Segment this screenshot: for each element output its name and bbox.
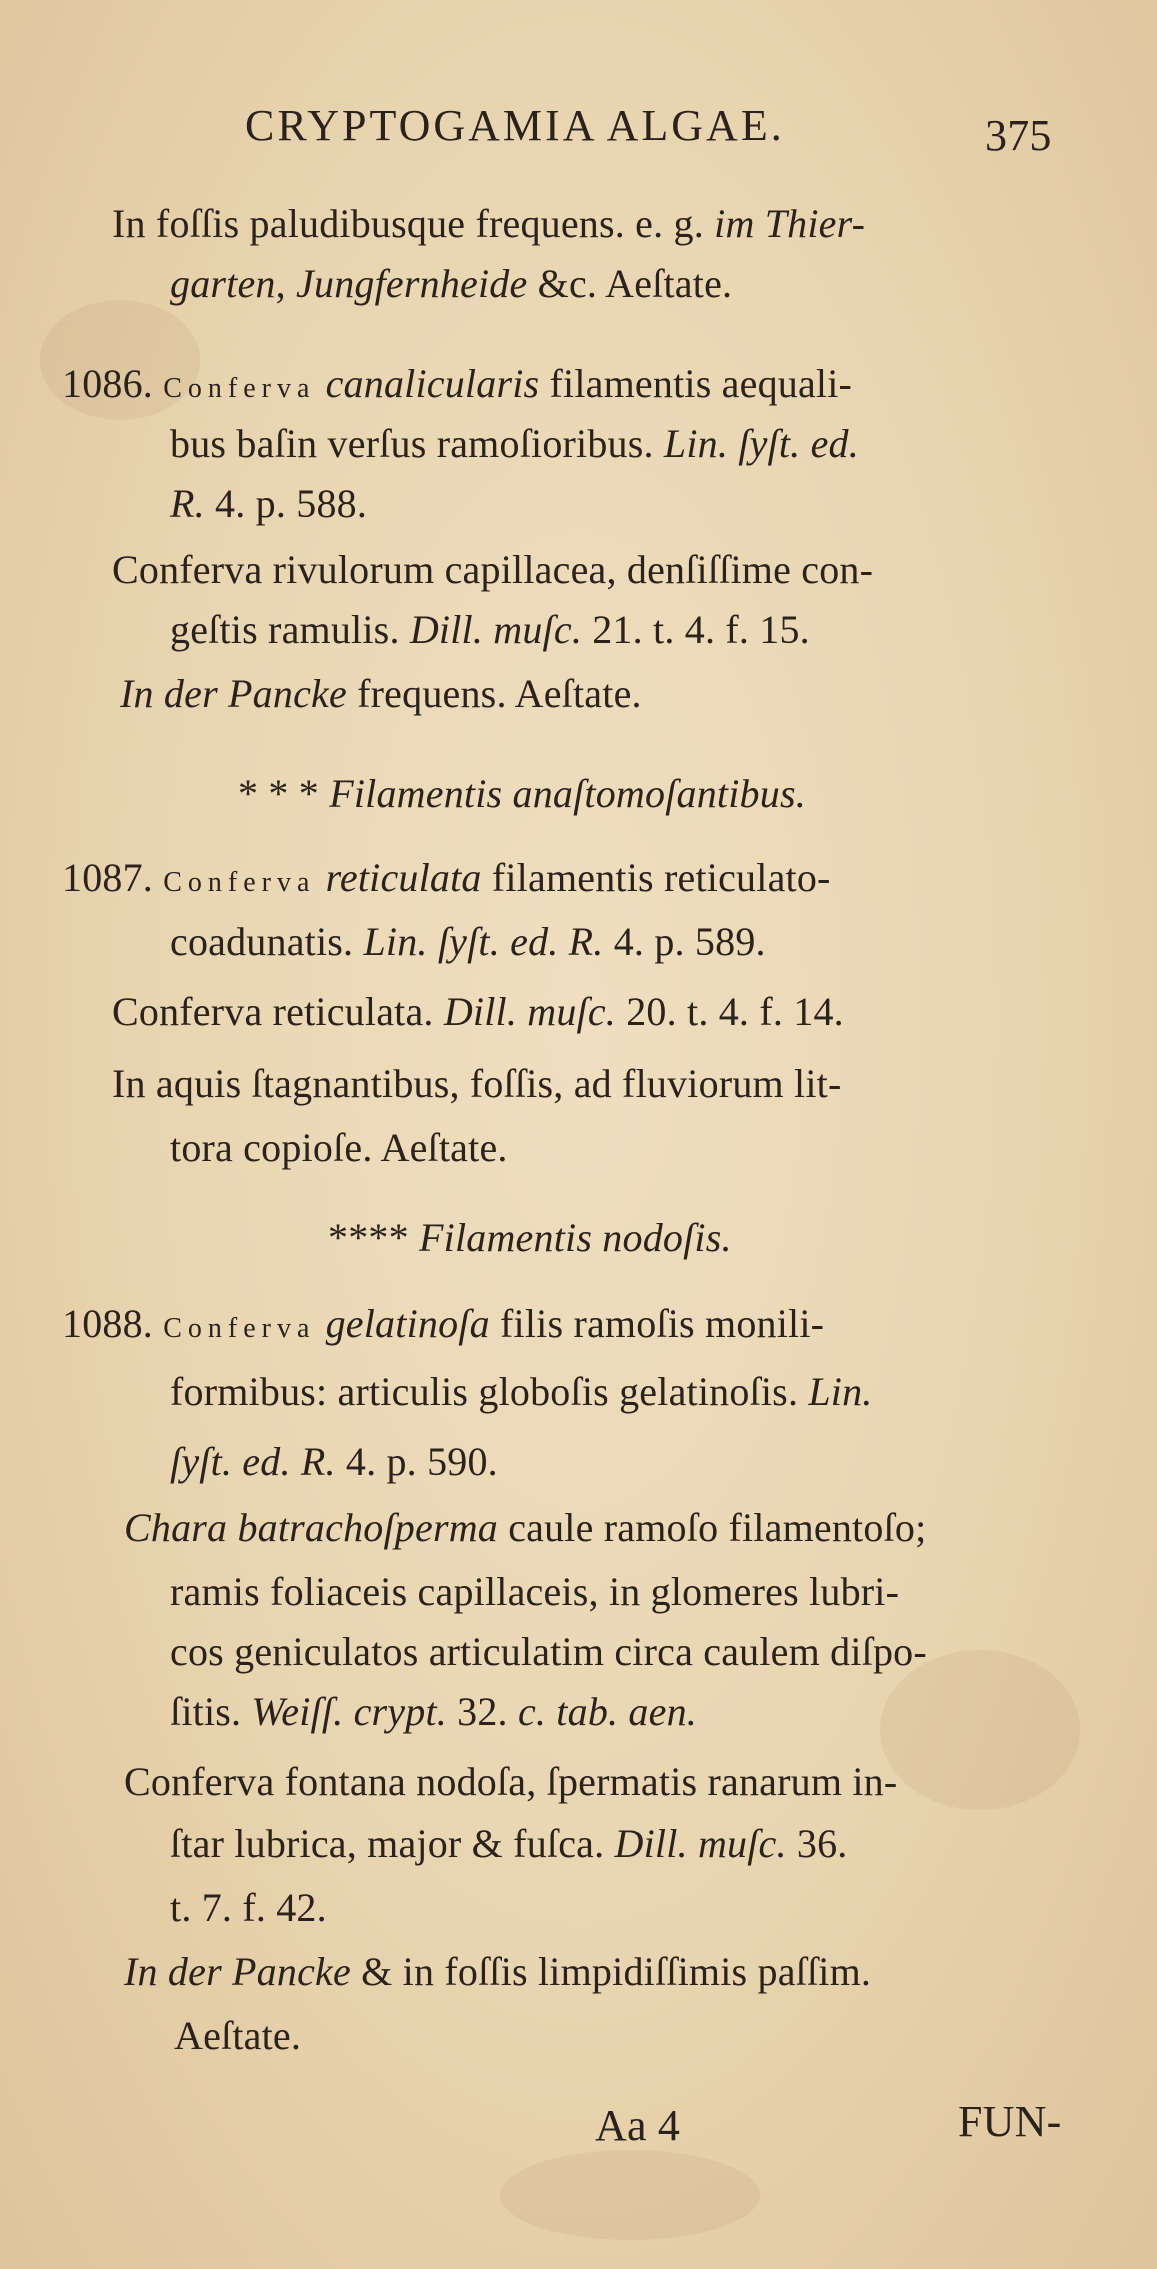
text-line (112, 196, 865, 252)
roman-text: ſtar lubrica, major & fuſca. (170, 1821, 615, 1866)
roman-text: t. 7. f. 42. (170, 1885, 327, 1930)
section-heading (238, 766, 806, 822)
text-line (170, 256, 732, 312)
italic-text: Filamentis nodoſis. (419, 1215, 732, 1260)
text-line (174, 2008, 301, 2064)
genus-name: Conferva (163, 1313, 316, 1344)
text-line (170, 1816, 848, 1872)
italic-text: In der Pancke (124, 1949, 351, 1994)
roman-text: caule ramoſo filamentoſo; (498, 1505, 927, 1550)
italic-text: Weiſſ. crypt. (251, 1689, 447, 1734)
roman-text: 32. (446, 1689, 518, 1734)
text-line (170, 1564, 899, 1620)
italic-text: R. (170, 481, 205, 526)
text-line (112, 984, 844, 1040)
entry-heading-1088 (62, 1296, 824, 1357)
roman-text: 36. (786, 1821, 848, 1866)
roman-text: filamentis reticulato- (481, 855, 831, 900)
running-title: CRYPTOGAMIA ALGAE. (245, 101, 785, 150)
text-line (124, 1754, 897, 1810)
roman-text: filamentis aequali- (539, 361, 853, 406)
italic-text: Dill. muſc. (409, 607, 583, 652)
italic-text: c. tab. aen. (517, 1689, 697, 1734)
roman-text: &c. Aeſtate. (527, 261, 733, 306)
roman-text: Conferva rivulorum capillacea, denſiſſime con- (112, 547, 874, 592)
entry-heading-1086 (62, 356, 852, 417)
roman-text: Conferva reticulata. (112, 989, 444, 1034)
text-line (124, 1944, 871, 2000)
roman-text: Aeſtate. (174, 2013, 302, 2058)
catchword: FUN- (958, 2097, 1062, 2146)
italic-text: im Thier- (714, 201, 866, 246)
roman-text: tora copioſe. Aeſtate. (170, 1125, 508, 1170)
roman-text: formibus: articulis globoſis gelatinoſis. (170, 1369, 809, 1414)
text-line (124, 1500, 926, 1556)
roman-text: 4. p. 589. (603, 919, 766, 964)
paper-stain (500, 2150, 760, 2240)
text-line (170, 1624, 927, 1680)
text-line (170, 476, 367, 532)
roman-text: 20. t. 4. f. 14. (616, 989, 844, 1034)
italic-text: ſyſt. ed. R. (170, 1439, 336, 1484)
italic-text: Chara batrachoſperma (124, 1505, 498, 1550)
genus-name: Conferva (163, 867, 316, 898)
text-line (112, 1056, 842, 1112)
roman-text: geſtis ramulis. (170, 607, 410, 652)
roman-text: 1087. (62, 855, 164, 900)
roman-text: Conferva fontana nodoſa, ſpermatis ranarum in- (124, 1759, 898, 1804)
roman-text: frequens. Aeſtate. (346, 671, 642, 716)
roman-text: 1086. (62, 361, 164, 406)
roman-text: In foſſis paludibusque frequens. e. g. (112, 201, 715, 246)
text-line (170, 1880, 327, 1936)
italic-text: Dill. muſc. (443, 989, 617, 1034)
text-line (170, 1364, 873, 1420)
roman-text: & in foſſis limpidiſſimis paſſim. (350, 1949, 872, 1994)
roman-text: 4. p. 590. (335, 1439, 498, 1484)
roman-text: 1088. (62, 1301, 164, 1346)
italic-text: In der Pancke (120, 671, 347, 716)
text-line (170, 1684, 697, 1740)
roman-text: 4. p. 588. (204, 481, 368, 526)
roman-text: 21. t. 4. f. 15. (582, 607, 810, 652)
roman-text: , (275, 261, 297, 306)
text-line (120, 666, 642, 722)
roman-text: coadunatis. (170, 919, 364, 964)
text-line (170, 602, 810, 658)
italic-text: gelatinoſa (315, 1301, 490, 1346)
italic-text: reticulata (315, 855, 482, 900)
italic-text: Jungfernheide (296, 261, 528, 306)
italic-text: Lin. (808, 1369, 873, 1414)
italic-text: Dill. muſc. (614, 1821, 787, 1866)
entry-heading-1087 (62, 850, 831, 911)
roman-text: cos geniculatos articulatim circa caulem diſpo- (170, 1629, 927, 1674)
roman-text: bus baſin verſus ramoſioribus. (170, 421, 664, 466)
signature-mark: Aa 4 (595, 2101, 681, 2150)
roman-text: In aquis ſtagnantibus, foſſis, ad fluviorum lit- (112, 1061, 842, 1106)
roman-text: * * * (238, 771, 330, 816)
roman-text: ramis foliaceis capillaceis, in glomeres lubri- (170, 1569, 900, 1614)
genus-name: Conferva (163, 373, 316, 404)
italic-text: garten (170, 261, 276, 306)
roman-text: filis ramoſis monili- (489, 1301, 825, 1346)
italic-text: Lin. ſyſt. ed. (663, 421, 859, 466)
italic-text: Filamentis anaſtomoſantibus. (329, 771, 806, 816)
text-line (112, 542, 873, 598)
text-line (170, 416, 859, 472)
italic-text: Lin. ſyſt. ed. R. (363, 919, 604, 964)
text-line (170, 914, 766, 970)
section-heading (328, 1210, 732, 1266)
text-line (170, 1120, 508, 1176)
roman-text: ſitis. (170, 1689, 252, 1734)
italic-text: canalicularis (315, 361, 540, 406)
page-number: 375 (985, 111, 1052, 160)
text-line (170, 1434, 498, 1490)
roman-text: **** (328, 1215, 419, 1260)
